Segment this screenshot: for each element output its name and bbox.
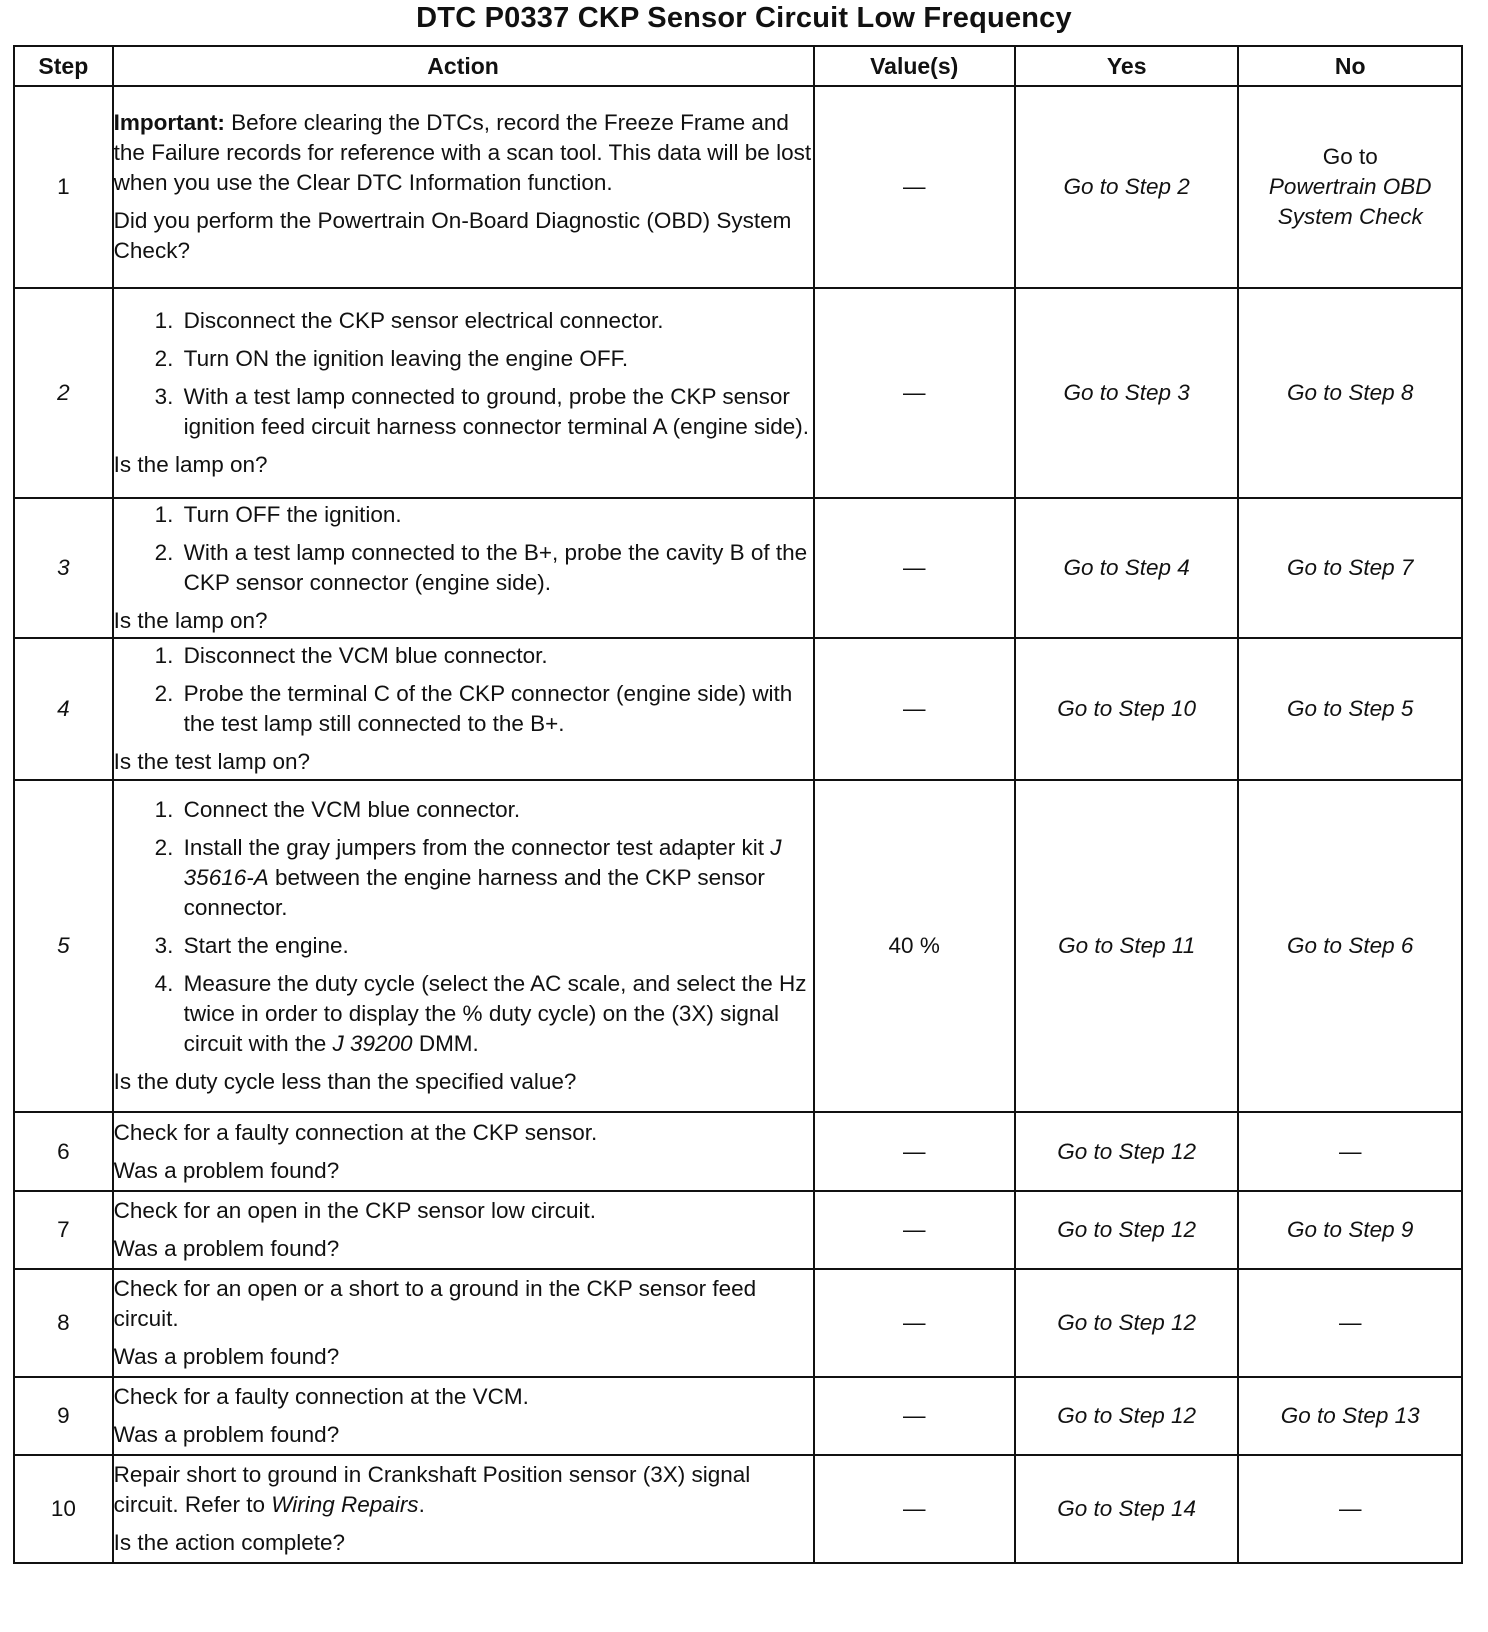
action-cell [113,1377,814,1455]
no-cell: Go to Step 7 [1238,498,1462,638]
yes-cell: Go to Step 12 [1015,1191,1239,1269]
question-text: Was a problem found? [113,1344,340,1369]
item-text: between the engine harness and the CKP sensor connector. [183,865,765,920]
value-cell: — [814,498,1015,638]
value-cell: — [814,1112,1015,1191]
no-goto-label: Go to [1322,144,1378,169]
table-row [14,1191,1462,1269]
action-cell [113,1112,814,1191]
value-cell: 40 % [814,780,1015,1112]
step-number: 6 [14,1112,113,1191]
action-list [114,306,813,442]
item-text: Install the gray jumpers from the connector test adapter kit [183,835,771,860]
action-text-part: . [418,1492,425,1517]
list-item: 2. Turn ON the ignition leaving the engine OFF. [180,344,813,374]
question-text: Is the test lamp on? [113,749,311,774]
value-cell: — [814,638,1015,780]
action-text: Check for a faulty connection at the CKP sensor. [113,1119,598,1145]
value-cell: — [814,86,1015,288]
yes-cell: Go to Step 3 [1015,288,1239,498]
table-row [14,288,1462,498]
question-text: Was a problem found? [113,1422,340,1447]
important-note [114,108,813,198]
no-cell: — [1238,1269,1462,1377]
no-cell: Go to Step 8 [1238,288,1462,498]
important-label: Important: [113,110,225,135]
table-row [14,1377,1462,1455]
value-cell: — [814,1455,1015,1563]
table-row [14,780,1462,1112]
table-header-row [14,46,1462,86]
list-item: 2. Probe the terminal C of the CKP connector (engine side) with the test lamp still connected to the B+. [180,679,813,739]
step-number: 1 [14,86,113,288]
value-cell: — [814,1269,1015,1377]
question-text: Is the lamp on? [113,452,268,477]
list-item: 1. Disconnect the VCM blue connector. [180,641,813,671]
tool-reference: J 39200 [332,1031,413,1056]
no-goto-target: Powertrain OBD System Check [1268,174,1432,229]
table-row [14,638,1462,780]
list-item [180,969,813,1059]
table-row [14,86,1462,288]
yes-cell: Go to Step 4 [1015,498,1239,638]
list-item [180,833,813,923]
action-list [114,795,813,1059]
no-cell: — [1238,1112,1462,1191]
no-cell: Go to Step 6 [1238,780,1462,1112]
yes-cell: Go to Step 14 [1015,1455,1239,1563]
action-cell [113,780,814,1112]
step-number: 5 [14,780,113,1112]
table-row [14,498,1462,638]
question-text: Is the duty cycle less than the specified value? [113,1069,577,1094]
no-cell: — [1238,1455,1462,1563]
item-text: DMM. [412,1031,479,1056]
value-cell: — [814,1377,1015,1455]
no-cell: Go to Step 13 [1238,1377,1462,1455]
important-text: Before clearing the DTCs, record the Freeze Frame and the Failure records for reference with a scan tool. This data will be lost when you use the Clear DTC Information function. [113,110,812,195]
action-text: Check for a faulty connection at the VCM. [113,1384,529,1409]
step-number: 4 [14,638,113,780]
value-cell: — [814,288,1015,498]
header-action: Action [113,46,814,86]
list-item: 2. With a test lamp connected to the B+, probe the cavity B of the CKP sensor connector (engine side). [180,538,813,598]
list-item: 3. With a test lamp connected to ground, probe the CKP sensor ignition feed circuit harness connector terminal A (engine side). [180,382,813,442]
action-text: Check for an open in the CKP sensor low circuit. [113,1198,596,1223]
step-number: 2 [14,288,113,498]
action-list [114,500,813,598]
list-item: 1. Disconnect the CKP sensor electrical connector. [180,306,813,336]
diagnostic-table [13,45,1463,1564]
question-text: Was a problem found? [113,1157,340,1183]
no-cell: Go to Step 5 [1238,638,1462,780]
list-item: 3. Start the engine. [180,931,813,961]
action-text-part: Repair short to ground in Crankshaft Position sensor (3X) signal circuit. Refer to [113,1462,751,1517]
action-text: Check for an open or a short to a ground in the CKP sensor feed circuit. [113,1276,757,1331]
header-step: Step [14,46,113,86]
action-cell [113,498,814,638]
action-cell [113,1269,814,1377]
step-number: 10 [14,1455,113,1563]
list-item: 1. Connect the VCM blue connector. [180,795,813,825]
question-text: Did you perform the Powertrain On-Board Diagnostic (OBD) System Check? [113,208,792,263]
item-text: Measure the duty cycle (select the AC scale, and select the Hz twice in order to display the % duty cycle) on the (3X) signal circuit with the [183,971,807,1056]
step-number: 7 [14,1191,113,1269]
action-cell [113,1191,814,1269]
action-cell [113,1455,814,1563]
value-cell: — [814,1191,1015,1269]
list-item: 1. Turn OFF the ignition. [180,500,813,530]
action-cell [113,638,814,780]
header-yes: Yes [1015,46,1239,86]
tool-reference: J 35616-A [183,835,782,890]
header-value: Value(s) [814,46,1015,86]
yes-cell: Go to Step 12 [1015,1112,1239,1191]
yes-cell: Go to Step 12 [1015,1269,1239,1377]
yes-cell: Go to Step 2 [1015,86,1239,288]
no-cell [1238,86,1462,288]
table-row [14,1269,1462,1377]
yes-cell: Go to Step 11 [1015,780,1239,1112]
yes-cell: Go to Step 12 [1015,1377,1239,1455]
manual-reference: Wiring Repairs [271,1492,419,1517]
header-no: No [1238,46,1462,86]
table-row [14,1455,1462,1563]
step-number: 9 [14,1377,113,1455]
action-text [114,1460,813,1520]
page-title: DTC P0337 CKP Sensor Circuit Low Frequency [416,2,1072,34]
table-row [14,1112,1462,1191]
question-text: Is the lamp on? [113,608,268,633]
step-number: 3 [14,498,113,638]
action-list [114,641,813,739]
action-cell [113,86,814,288]
step-number: 8 [14,1269,113,1377]
yes-cell: Go to Step 10 [1015,638,1239,780]
question-text: Is the action complete? [113,1530,346,1555]
no-cell: Go to Step 9 [1238,1191,1462,1269]
question-text: Was a problem found? [113,1236,340,1261]
action-cell [113,288,814,498]
